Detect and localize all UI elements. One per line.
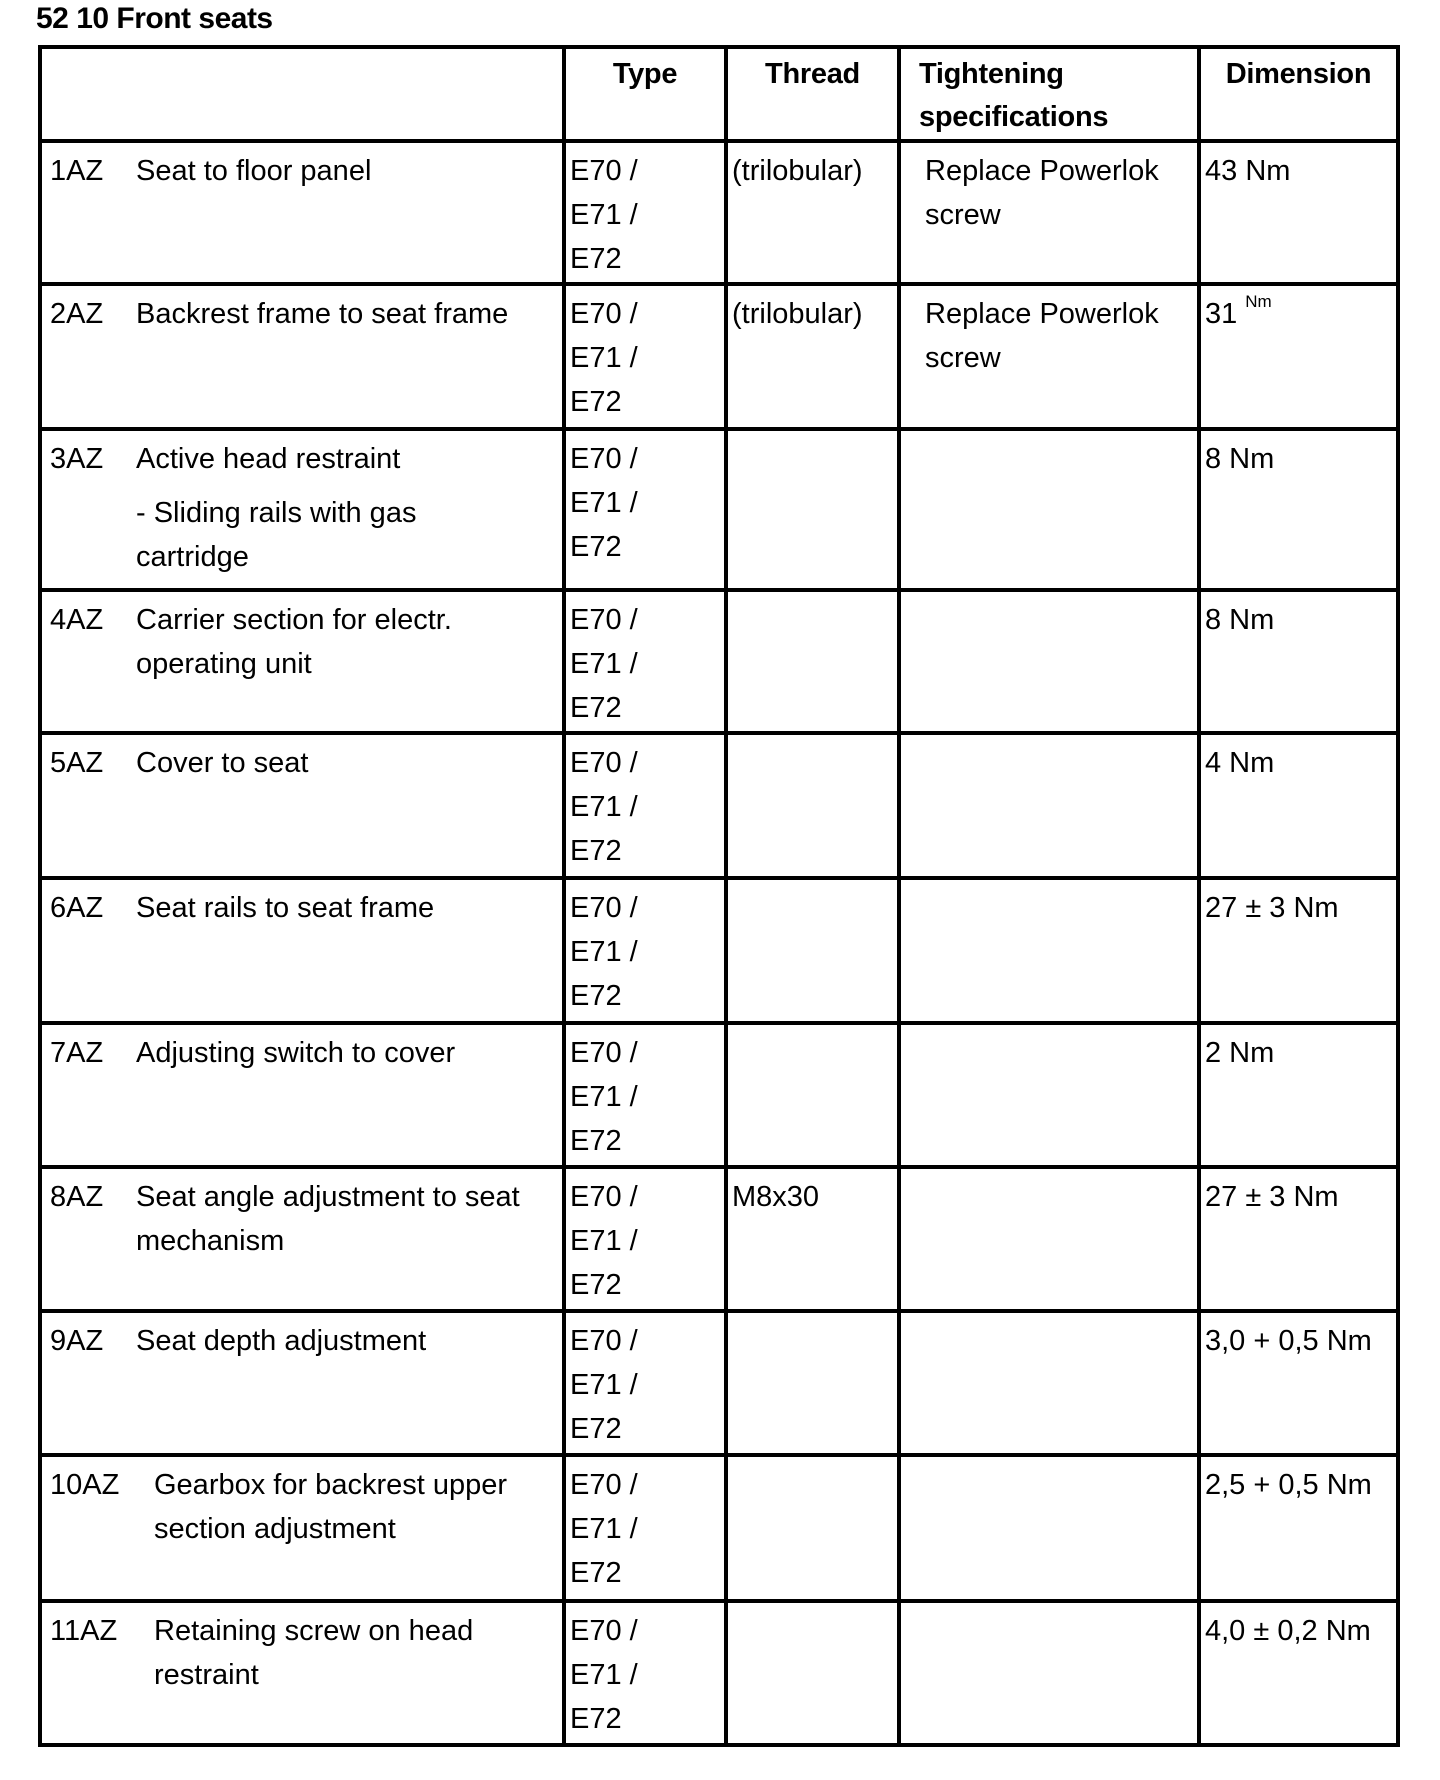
dimension-value: 2 Nm xyxy=(1205,1037,1275,1069)
item-description: Adjusting switch to cover xyxy=(136,1037,456,1069)
dimension-value: 27 ± 3 Nm xyxy=(1205,892,1339,924)
dimension-cell xyxy=(1199,1455,1398,1601)
thread-cell xyxy=(726,878,899,1023)
item-number: 8AZ xyxy=(50,1181,104,1213)
item-description: Backrest frame to seat frame xyxy=(136,298,509,330)
dimension-cell xyxy=(1199,1311,1398,1455)
dimension-value: 43 Nm xyxy=(1205,155,1291,187)
table-row xyxy=(40,1601,1398,1745)
item-cell xyxy=(40,590,564,733)
item-number: 11AZ xyxy=(50,1615,118,1647)
table-row xyxy=(40,141,1398,284)
tightening-cell xyxy=(899,1601,1199,1745)
item-cell xyxy=(40,1023,564,1167)
type-line: E72 xyxy=(570,835,622,867)
table-row xyxy=(40,878,1398,1023)
tightening-cell xyxy=(899,733,1199,878)
item-description: Carrier section for electr. operating unit xyxy=(136,604,452,680)
item-number: 10AZ xyxy=(50,1469,120,1501)
item-number: 4AZ xyxy=(50,604,104,636)
tightening-cell xyxy=(899,1167,1199,1311)
type-line: E72 xyxy=(570,243,622,275)
type-cell xyxy=(564,590,726,733)
tightening-cell xyxy=(899,1311,1199,1455)
item-description: Active head restraint xyxy=(136,443,401,475)
header-dimension: Dimension xyxy=(1199,47,1398,141)
type-line: E70 / xyxy=(570,155,638,187)
type-line: E70 / xyxy=(570,298,638,330)
item-cell xyxy=(40,1601,564,1745)
thread-cell xyxy=(726,733,899,878)
header-tightening: Tightening specifications xyxy=(899,47,1199,141)
type-line: E72 xyxy=(570,1557,622,1589)
tightening-cell: Replace Powerlok screw xyxy=(899,284,1199,429)
tightening-cell xyxy=(899,878,1199,1023)
item-cell xyxy=(40,141,564,284)
type-line: E71 / xyxy=(570,487,638,519)
dimension-cell xyxy=(1199,1023,1398,1167)
thread-cell: M8x30 xyxy=(726,1167,899,1311)
dimension-cell xyxy=(1199,429,1398,590)
item-subdescription: - Sliding rails with gas cartridge xyxy=(136,497,417,573)
item-description: Cover to seat xyxy=(136,747,309,779)
dimension-value: 31 xyxy=(1205,298,1238,330)
item-description: Seat rails to seat frame xyxy=(136,892,435,924)
item-number: 5AZ xyxy=(50,747,104,779)
table-row xyxy=(40,1455,1398,1601)
type-line: E72 xyxy=(570,1703,622,1735)
section-title: 52 10 Front seats xyxy=(36,2,273,35)
thread-cell xyxy=(726,1601,899,1745)
type-line: E70 / xyxy=(570,1325,638,1357)
type-cell xyxy=(564,1455,726,1601)
dimension-value: 27 ± 3 Nm xyxy=(1205,1181,1339,1213)
type-line: E71 / xyxy=(570,1369,638,1401)
dimension-cell xyxy=(1199,1601,1398,1745)
thread-cell xyxy=(726,1311,899,1455)
item-cell xyxy=(40,429,564,590)
table-row xyxy=(40,1167,1398,1311)
item-number: 6AZ xyxy=(50,892,104,924)
table-row xyxy=(40,590,1398,733)
item-number: 3AZ xyxy=(50,443,104,475)
dimension-cell xyxy=(1199,590,1398,733)
item-description: Seat to floor panel xyxy=(136,155,372,187)
header-item xyxy=(40,47,564,141)
type-line: E70 / xyxy=(570,747,638,779)
table-row xyxy=(40,733,1398,878)
dimension-value: 4 Nm xyxy=(1205,747,1275,779)
tightening-cell: Replace Powerlok screw xyxy=(899,141,1199,284)
type-cell xyxy=(564,284,726,429)
thread-cell xyxy=(726,1023,899,1167)
type-line: E70 / xyxy=(570,1181,638,1213)
type-line: E72 xyxy=(570,1413,622,1445)
item-number: 9AZ xyxy=(50,1325,104,1357)
item-cell xyxy=(40,733,564,878)
header-thread: Thread xyxy=(726,47,899,141)
table-header-row xyxy=(40,47,1398,141)
type-line: E71 / xyxy=(570,791,638,823)
type-cell xyxy=(564,141,726,284)
type-cell xyxy=(564,733,726,878)
item-number: 2AZ xyxy=(50,298,104,330)
type-line: E70 / xyxy=(570,1615,638,1647)
type-line: E70 / xyxy=(570,443,638,475)
type-line: E71 / xyxy=(570,648,638,680)
item-cell xyxy=(40,878,564,1023)
dimension-cell xyxy=(1199,878,1398,1023)
tightening-cell xyxy=(899,590,1199,733)
type-line: E72 xyxy=(570,692,622,724)
item-cell xyxy=(40,1311,564,1455)
dimension-cell xyxy=(1199,1167,1398,1311)
item-cell xyxy=(40,284,564,429)
type-line: E72 xyxy=(570,1269,622,1301)
type-cell xyxy=(564,878,726,1023)
thread-cell: (trilobular) xyxy=(726,284,899,429)
item-description: Gearbox for backrest upper section adjustment xyxy=(154,1469,508,1545)
type-line: E71 / xyxy=(570,936,638,968)
type-line: E71 / xyxy=(570,1081,638,1113)
type-line: E71 / xyxy=(570,1513,638,1545)
type-line: E71 / xyxy=(570,1225,638,1257)
type-line: E70 / xyxy=(570,1469,638,1501)
item-cell xyxy=(40,1455,564,1601)
dimension-cell xyxy=(1199,733,1398,878)
type-line: E71 / xyxy=(570,1659,638,1691)
dimension-value: 3,0 + 0,5 Nm xyxy=(1205,1325,1372,1357)
table-row xyxy=(40,429,1398,590)
item-description: Retaining screw on head restraint xyxy=(154,1615,474,1691)
torque-spec-table xyxy=(38,45,1400,1747)
type-cell xyxy=(564,1311,726,1455)
type-line: E71 / xyxy=(570,342,638,374)
dimension-value: 8 Nm xyxy=(1205,443,1275,475)
dimension-value: 2,5 + 0,5 Nm xyxy=(1205,1469,1372,1501)
item-description: Seat angle adjustment to seat mechanism xyxy=(136,1181,520,1257)
item-description: Seat depth adjustment xyxy=(136,1325,427,1357)
type-line: E72 xyxy=(570,1125,622,1157)
header-type: Type xyxy=(564,47,726,141)
type-line: E70 / xyxy=(570,892,638,924)
item-cell xyxy=(40,1167,564,1311)
type-line: E70 / xyxy=(570,604,638,636)
thread-cell xyxy=(726,1455,899,1601)
thread-cell xyxy=(726,429,899,590)
dimension-unit: Nm xyxy=(1245,292,1272,311)
tightening-cell xyxy=(899,1455,1199,1601)
type-line: E72 xyxy=(570,531,622,563)
tightening-cell xyxy=(899,1023,1199,1167)
item-number: 1AZ xyxy=(50,155,104,187)
thread-cell: (trilobular) xyxy=(726,141,899,284)
dimension-value: 4,0 ± 0,2 Nm xyxy=(1205,1615,1371,1647)
type-cell xyxy=(564,1023,726,1167)
type-cell xyxy=(564,1601,726,1745)
table-row xyxy=(40,284,1398,429)
thread-cell xyxy=(726,590,899,733)
type-line: E70 / xyxy=(570,1037,638,1069)
type-line: E71 / xyxy=(570,199,638,231)
type-cell xyxy=(564,429,726,590)
table-row xyxy=(40,1311,1398,1455)
dimension-cell xyxy=(1199,284,1398,429)
dimension-value: 8 Nm xyxy=(1205,604,1275,636)
table-row xyxy=(40,1023,1398,1167)
type-line: E72 xyxy=(570,980,622,1012)
item-number: 7AZ xyxy=(50,1037,104,1069)
dimension-cell xyxy=(1199,141,1398,284)
type-line: E72 xyxy=(570,386,622,418)
type-cell xyxy=(564,1167,726,1311)
tightening-cell xyxy=(899,429,1199,590)
